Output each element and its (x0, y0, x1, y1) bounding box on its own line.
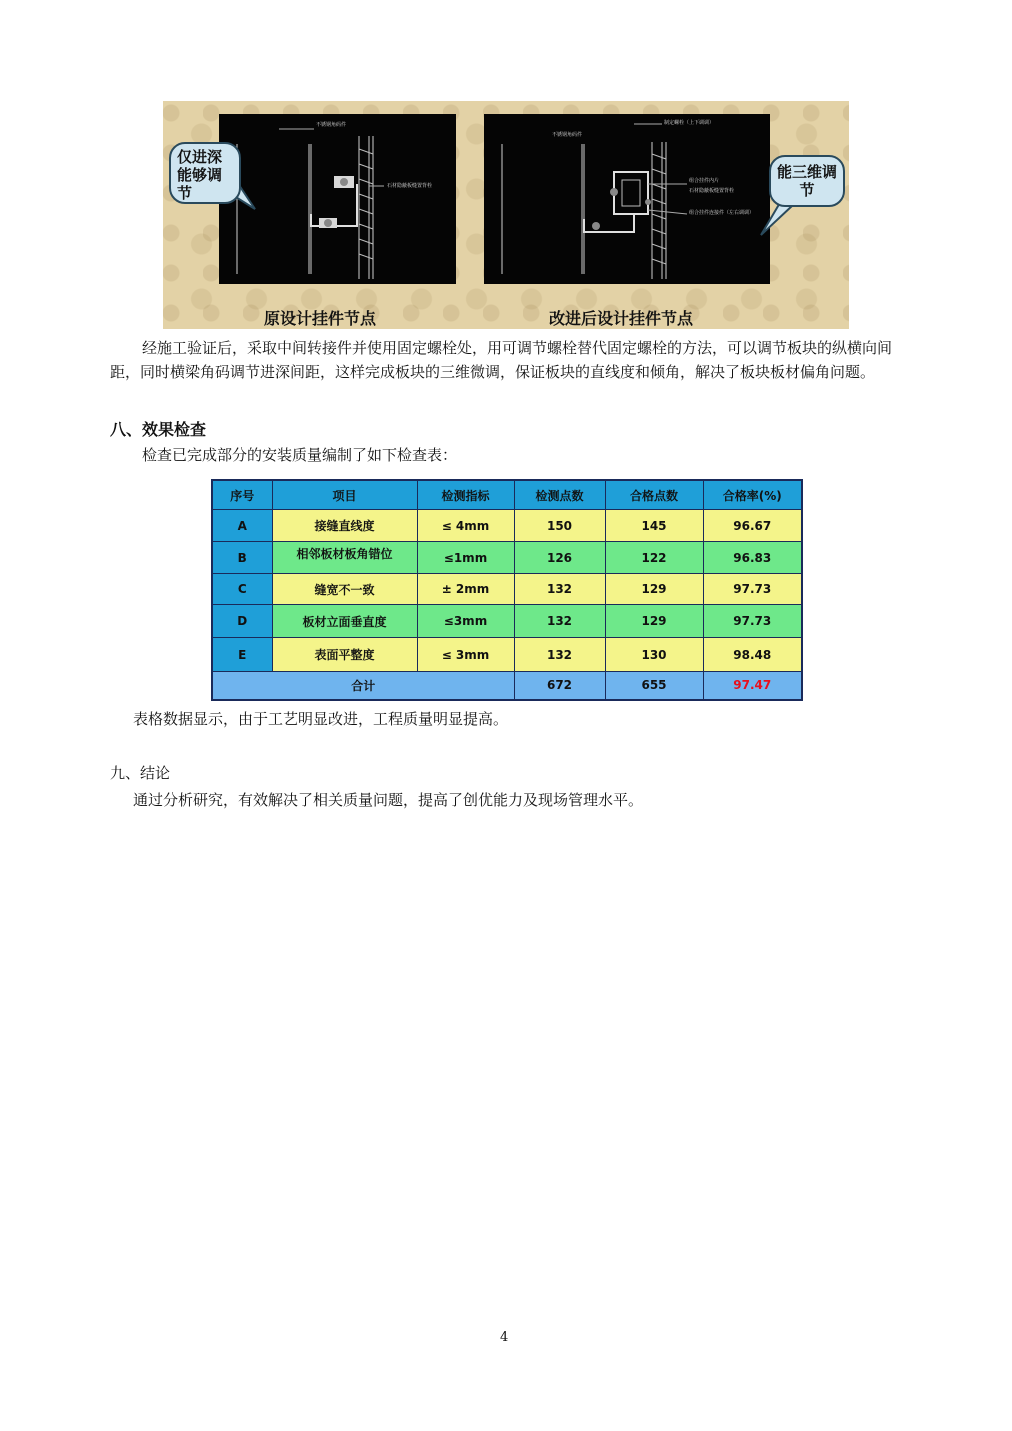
right-drawing-label: 组合挂件连接件（左右调调） (689, 210, 755, 216)
row-rate: 96.83 (703, 542, 802, 574)
row-spec: ≤ 3mm (417, 638, 514, 672)
right-drawing-label: 制定螺栓（上下调调） (664, 120, 715, 126)
row-item: 缝宽不一致 (272, 574, 417, 605)
header-cell: 项目 (272, 480, 417, 510)
total-label: 合计 (212, 672, 514, 700)
section-9-heading: 九、结论 (110, 764, 171, 782)
table-row (212, 605, 802, 638)
row-checked: 150 (514, 510, 605, 542)
row-item: 相邻板材板角错位 (272, 542, 417, 574)
row-rate: 96.67 (703, 510, 802, 542)
page-number: 4 (500, 1330, 509, 1345)
row-id: B (212, 542, 272, 574)
table-total-row (212, 672, 802, 700)
row-passed: 145 (605, 510, 703, 542)
section-8-heading: 八、效果检查 (110, 420, 207, 439)
row-item: 板材立面垂直度 (272, 605, 417, 638)
caption-original: 原设计挂件节点 (264, 309, 377, 328)
row-passed: 130 (605, 638, 703, 672)
row-checked: 132 (514, 574, 605, 605)
total-rate: 97.47 (703, 672, 802, 700)
row-rate: 97.73 (703, 574, 802, 605)
design-comparison-figure (163, 101, 849, 329)
row-rate: 98.48 (703, 638, 802, 672)
header-cell: 检测指标 (417, 480, 514, 510)
row-checked: 132 (514, 605, 605, 638)
row-checked: 126 (514, 542, 605, 574)
row-id: D (212, 605, 272, 638)
quality-check-table (211, 479, 803, 701)
header-cell: 合格点数 (605, 480, 703, 510)
right-drawing-label: 石材隐蔽板缝置背栓 (689, 188, 735, 194)
row-passed: 122 (605, 542, 703, 574)
header-cell: 合格率(%) (703, 480, 802, 510)
row-spec: ≤1mm (417, 542, 514, 574)
bubble-improved: 能三维调节 (769, 155, 845, 207)
row-id: C (212, 574, 272, 605)
row-rate: 97.73 (703, 605, 802, 638)
row-spec: ≤3mm (417, 605, 514, 638)
header-cell: 检测点数 (514, 480, 605, 510)
left-drawing-label: 石材隐蔽板缝置背栓 (387, 183, 433, 189)
row-spec: ≤ 4mm (417, 510, 514, 542)
row-item: 接缝直线度 (272, 510, 417, 542)
row-id: E (212, 638, 272, 672)
row-item: 表面平整度 (272, 638, 417, 672)
section-8-intro: 检查已完成部分的安装质量编制了如下检查表： (142, 446, 458, 464)
total-checked: 672 (514, 672, 605, 700)
row-id: A (212, 510, 272, 542)
row-passed: 129 (605, 574, 703, 605)
right-drawing-label: 组合挂件内片 (689, 178, 720, 184)
table-row (212, 542, 802, 574)
table-row (212, 510, 802, 542)
table-row (212, 638, 802, 672)
total-passed: 655 (605, 672, 703, 700)
bubble-tails (163, 101, 849, 329)
row-checked: 132 (514, 638, 605, 672)
left-drawing-label: 不锈钢角码件 (316, 122, 347, 128)
row-passed: 129 (605, 605, 703, 638)
caption-improved: 改进后设计挂件节点 (549, 309, 694, 328)
table-conclusion-text: 表格数据显示，由于工艺明显改进，工程质量明显提高。 (133, 710, 509, 728)
table-row (212, 574, 802, 605)
header-cell: 序号 (212, 480, 272, 510)
table-header-row (212, 480, 802, 510)
row-spec: ± 2mm (417, 574, 514, 605)
right-drawing-label: 不锈钢角码件 (552, 132, 583, 138)
paragraph-construction-verification: 经施工验证后，采取中间转接件并使用固定螺栓处，用可调节螺栓替代固定螺栓的方法，可以调节板块的纵横向间距，同时横梁角码调节进深间距，这样完成板块的三维微调，保证板块的直线度和倾角，解决了板块板材偏角问题。 (110, 339, 893, 381)
bubble-original: 仅进深能够调节 (169, 142, 241, 204)
section-9-body: 通过分析研究，有效解决了相关质量问题，提高了创优能力及现场管理水平。 (133, 791, 644, 809)
